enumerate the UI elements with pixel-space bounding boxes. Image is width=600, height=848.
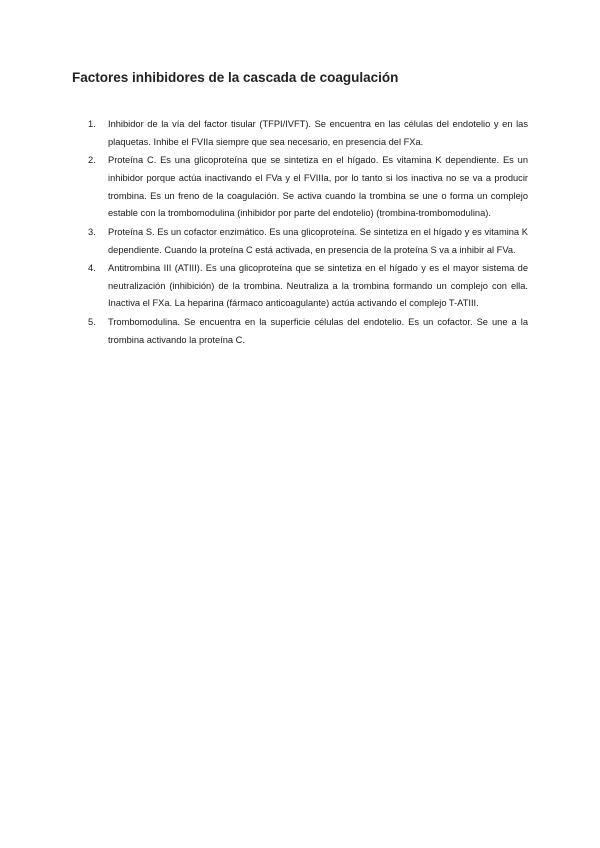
list-item [88,116,528,152]
list-item-text: Proteína C. Es una glicoproteína que se sintetiza en el hígado. Es vitamina K dependiente. Es un inhibidor porque actúa inactivando el FVa y el FVIIIa, por lo tanto si los inactiva no se va a producir trombina. Es un freno de la coagulación. Se activa cuando la trombina se une o forma un complejo estable con la trombomodulina (inhibidor por parte del endotelio) (trombina-trombomodulina). [108,155,528,219]
inhibitor-list [88,116,528,350]
list-item [88,260,528,313]
list-item-number: 4. [88,262,96,273]
list-item-number: 1. [88,119,96,129]
page-title: Factores inhibidores de la cascada de coagulación [72,70,399,85]
list-item-text: Inhibidor de la vía del factor tisular (TFPI/IVFT). Se encuentra en las células del endotelio y en las plaquetas. Inhibe el FVIIa siempre que sea necesario, en presencia del FXa. [108,119,528,147]
list-item-number: 5. [88,316,96,327]
list-item-number: 3. [88,226,96,237]
list-item [88,224,528,260]
list-item-text: Proteína S. Es un cofactor enzimático. Es una glicoproteína. Se sintetiza en el hígado y es vitamina K dependiente. Cuando la proteína C está activada, en presencia de la proteína S va a inhibir al FVa. [108,226,528,255]
list-item [88,152,528,223]
list-item-text: Trombomodulina. Se encuentra en la superficie células del endotelio. Es un cofactor. Se une a la trombina activando la proteína C. [108,316,528,345]
list-item-number: 2. [88,155,96,166]
list-item [88,314,528,350]
list-item-text: Antitrombina III (ATIII). Es una glicoproteína que se sintetiza en el hígado y es el mayor sistema de neutralización (inhibición) de la trombina. Neutraliza a la trombina formando un complejo con ella. Inactiva el FXa. La heparina (fármaco anticoagulante) actúa activando el complejo T-ATIII. [108,262,528,309]
